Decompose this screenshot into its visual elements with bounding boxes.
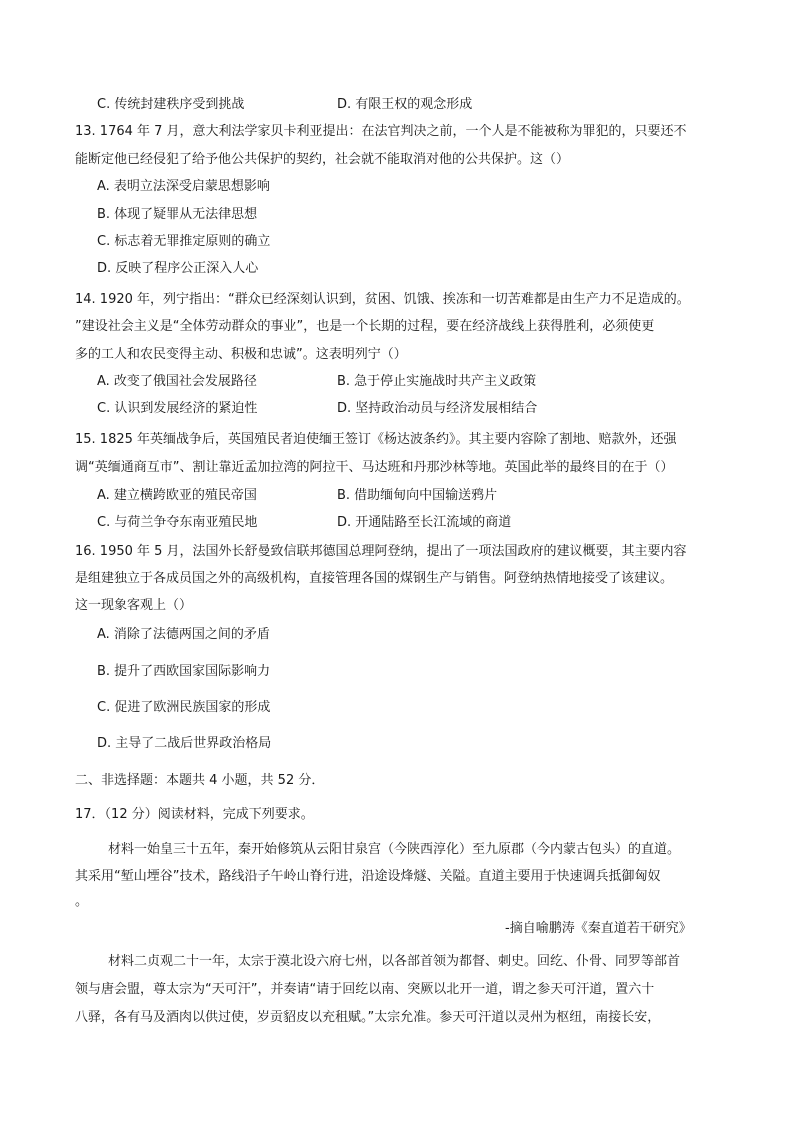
q13-option-c: C. 标志着无罪推定原则的确立 [97,234,271,249]
q16-option-d: D. 主导了二战后世界政治格局 [97,736,272,751]
q12-option-c: C. 传统封建秩序受到挑战 [97,97,245,112]
q16-stem-line-2: 是组建独立于各成员国之外的高级机构，直接管理各国的煤钢生产与销售。阿登纳热情地接受了该建议。 [75,571,674,586]
q15-stem-line-2: 调“英缅通商互市”、割让靠近孟加拉湾的阿拉干、马达班和丹那沙林等地。英国此举的最终目的在于（） [75,460,674,475]
q15-stem-line-1: 15. 1825 年英缅战争后，英国殖民者迫使缅王签订《杨达波条约》。其主要内容除了割地、赔款外，还强 [75,432,677,447]
q16-stem-line-1: 16. 1950 年 5 月，法国外长舒曼致信联邦德国总理阿登纳，提出了一项法国政府的建议概要，其主要内容 [75,544,687,559]
section-heading: 二、非选择题：本题共 4 小题，共 52 分． [75,773,325,788]
q15-option-c: C. 与荷兰争夺东南亚殖民地 [97,515,258,530]
q17-material-1-line-2: 其采用“堑山堙谷”技术，路线沿子午岭山脊行进，沿途设烽燧、关隘。直道主要用于快速调兵抵御匈奴 [75,869,661,884]
q14-option-a: A. 改变了俄国社会发展路径 [97,374,257,389]
q16-option-c: C. 促进了欧洲民族国家的形成 [97,700,271,715]
q14-stem-line-1: 14. 1920 年，列宁指出：“群众已经深刻认识到，贫困、饥饿、挨冻和一切苦难都是由生产力不足造成的。 [75,292,690,307]
q14-option-b: B. 急于停止实施战时共产主义政策 [337,374,537,389]
q16-option-a: A. 消除了法德两国之间的矛盾 [97,627,270,642]
q16-stem-line-3: 这一现象客观上（） [75,598,193,613]
q17-material-2-line-1: 材料二贞观二十一年，太宗于漠北设六府七州，以各部首领为都督、刺史。回纥、仆骨、同罗等部首 [108,954,681,969]
q17-material-2-line-3: 八驿，各有马及酒肉以供过使，岁贡貂皮以充租赋。”太宗允准。参天可汗道以灵州为枢纽，南接长安， [75,1010,661,1025]
q13-option-b: B. 体现了疑罪从无法律思想 [97,207,258,222]
q15-option-b: B. 借助缅甸向中国输送鸦片 [337,488,498,503]
q14-option-c: C. 认识到发展经济的紧迫性 [97,401,258,416]
q16-option-b: B. 提升了西欧国家国际影响力 [97,664,271,679]
q13-stem-line-2: 能断定他已经侵犯了给予他公共保护的契约，社会就不能取消对他的公共保护。这（） [75,152,570,167]
q17-material-1-line-1: 材料一始皇三十五年，秦开始修筑从云阳甘泉宫（今陕西淳化）至九原郡（今内蒙古包头）的直道。 [108,842,681,857]
q14-stem-line-2: ”建设社会主义是“全体劳动群众的事业”，也是一个长期的过程，要在经济战线上获得胜利，必须使更 [75,319,655,334]
q17-material-2-line-2: 领与唐会盟，尊太宗为“天可汗”，并奏请“请于回纥以南、突厥以北开一道，谓之参天可汗道，置六十 [75,982,655,997]
q15-option-a: A. 建立横跨欧亚的殖民帝国 [97,488,257,503]
q12-option-d: D. 有限王权的观念形成 [337,97,473,112]
q17-material-1-line-3: 。 [75,894,89,909]
q13-option-d: D. 反映了程序公正深入人心 [97,261,259,276]
q14-stem-line-3: 多的工人和农民变得主动、积极和忠诚”。这表明列宁（） [75,347,407,362]
q13-option-a: A. 表明立法深受启蒙思想影响 [97,179,270,194]
q14-option-d: D. 坚持政治动员与经济发展相结合 [337,401,538,416]
q13-stem-line-1: 13. 1764 年 7 月，意大利法学家贝卡利亚提出：在法官判决之前，一个人是不能被称为罪犯的，只要还不 [75,124,687,139]
q17-material-1-source: -摘自喻鹏涛《秦直道若干研究》 [505,921,692,936]
q17-stem: 17．（12 分）阅读材料，完成下列要求。 [75,807,314,822]
q15-option-d: D. 开通陆路至长江流域的商道 [337,515,512,530]
